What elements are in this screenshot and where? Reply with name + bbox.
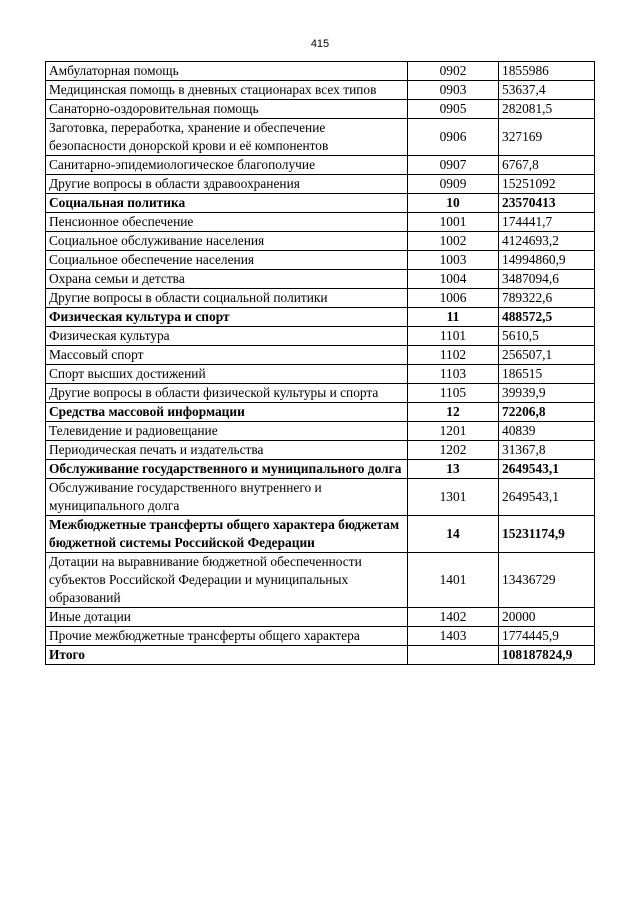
row-name: Межбюджетные трансферты общего характера бюджетам бюджетной системы Российской Федерации: [46, 516, 408, 553]
table-row: [46, 479, 595, 516]
table-row: [46, 81, 595, 100]
table-row: [46, 119, 595, 156]
row-code: 1102: [408, 346, 499, 365]
row-code: [408, 646, 499, 665]
table-row: [46, 365, 595, 384]
row-name: Санитарно-эпидемиологическое благополучие: [46, 156, 408, 175]
table-row: [46, 384, 595, 403]
row-code: 1402: [408, 608, 499, 627]
row-name: Медицинская помощь в дневных стационарах всех типов: [46, 81, 408, 100]
row-code: 0905: [408, 100, 499, 119]
row-code: 1006: [408, 289, 499, 308]
row-amount: 186515: [499, 365, 595, 384]
row-code: 13: [408, 460, 499, 479]
row-code: 11: [408, 308, 499, 327]
row-amount: 14994860,9: [499, 251, 595, 270]
row-name: Обслуживание государственного внутреннего и муниципального долга: [46, 479, 408, 516]
row-amount: 40839: [499, 422, 595, 441]
row-amount: 488572,5: [499, 308, 595, 327]
row-code: 1201: [408, 422, 499, 441]
row-name: Средства массовой информации: [46, 403, 408, 422]
table-row: [46, 62, 595, 81]
row-amount: 6767,8: [499, 156, 595, 175]
table-row: [46, 270, 595, 289]
row-code: 1105: [408, 384, 499, 403]
row-code: 1002: [408, 232, 499, 251]
row-amount: 4124693,2: [499, 232, 595, 251]
budget-table-body: [46, 62, 595, 665]
table-row: [46, 627, 595, 646]
table-row: [46, 441, 595, 460]
table-row: [46, 308, 595, 327]
table-row: [46, 422, 595, 441]
row-amount: 39939,9: [499, 384, 595, 403]
row-code: 14: [408, 516, 499, 553]
row-amount: 31367,8: [499, 441, 595, 460]
row-amount: 20000: [499, 608, 595, 627]
row-code: 0902: [408, 62, 499, 81]
row-amount: 53637,4: [499, 81, 595, 100]
row-name: Иные дотации: [46, 608, 408, 627]
table-row: [46, 346, 595, 365]
table-row: [46, 251, 595, 270]
row-code: 1403: [408, 627, 499, 646]
row-name: Итого: [46, 646, 408, 665]
row-amount: 23570413: [499, 194, 595, 213]
row-code: 1301: [408, 479, 499, 516]
row-name: Массовый спорт: [46, 346, 408, 365]
row-name: Другие вопросы в области здравоохранения: [46, 175, 408, 194]
row-code: 0909: [408, 175, 499, 194]
table-row: [46, 516, 595, 553]
row-name: Прочие межбюджетные трансферты общего характера: [46, 627, 408, 646]
table-row: [46, 194, 595, 213]
row-name: Дотации на выравнивание бюджетной обеспеченности субъектов Российской Федерации и муниципальных образований: [46, 553, 408, 608]
row-name: Охрана семьи и детства: [46, 270, 408, 289]
row-name: Социальное обеспечение населения: [46, 251, 408, 270]
row-name: Физическая культура: [46, 327, 408, 346]
row-name: Обслуживание государственного и муниципального долга: [46, 460, 408, 479]
row-code: 1004: [408, 270, 499, 289]
row-code: 0903: [408, 81, 499, 100]
row-code: 1003: [408, 251, 499, 270]
table-row: [46, 553, 595, 608]
row-amount: 1774445,9: [499, 627, 595, 646]
row-name: Другие вопросы в области социальной политики: [46, 289, 408, 308]
row-code: 1101: [408, 327, 499, 346]
page-number: 415: [310, 38, 330, 50]
row-amount: 174441,7: [499, 213, 595, 232]
row-amount: 15251092: [499, 175, 595, 194]
row-code: 1103: [408, 365, 499, 384]
row-name: Амбулаторная помощь: [46, 62, 408, 81]
table-row: [46, 608, 595, 627]
row-amount: 15231174,9: [499, 516, 595, 553]
budget-table: [45, 61, 595, 665]
row-name: Санаторно-оздоровительная помощь: [46, 100, 408, 119]
table-row: [46, 646, 595, 665]
table-row: [46, 460, 595, 479]
table-row: [46, 232, 595, 251]
row-amount: 2649543,1: [499, 460, 595, 479]
row-name: Пенсионное обеспечение: [46, 213, 408, 232]
table-row: [46, 156, 595, 175]
row-amount: 789322,6: [499, 289, 595, 308]
row-code: 0906: [408, 119, 499, 156]
row-amount: 256507,1: [499, 346, 595, 365]
row-name: Телевидение и радиовещание: [46, 422, 408, 441]
row-name: Спорт высших достижений: [46, 365, 408, 384]
row-name: Другие вопросы в области физической культуры и спорта: [46, 384, 408, 403]
row-name: Социальное обслуживание населения: [46, 232, 408, 251]
row-amount: 282081,5: [499, 100, 595, 119]
row-name: Заготовка, переработка, хранение и обеспечение безопасности донорской крови и её компонентов: [46, 119, 408, 156]
row-amount: 1855986: [499, 62, 595, 81]
row-amount: 327169: [499, 119, 595, 156]
row-amount: 13436729: [499, 553, 595, 608]
row-name: Социальная политика: [46, 194, 408, 213]
row-name: Периодическая печать и издательства: [46, 441, 408, 460]
row-amount: 2649543,1: [499, 479, 595, 516]
table-row: [46, 100, 595, 119]
table-row: [46, 175, 595, 194]
table-row: [46, 213, 595, 232]
row-amount: 72206,8: [499, 403, 595, 422]
row-code: 1202: [408, 441, 499, 460]
row-amount: 5610,5: [499, 327, 595, 346]
row-name: Физическая культура и спорт: [46, 308, 408, 327]
table-row: [46, 289, 595, 308]
row-code: 1001: [408, 213, 499, 232]
row-code: 10: [408, 194, 499, 213]
table-row: [46, 403, 595, 422]
row-amount: 108187824,9: [499, 646, 595, 665]
row-code: 12: [408, 403, 499, 422]
row-code: 0907: [408, 156, 499, 175]
row-code: 1401: [408, 553, 499, 608]
row-amount: 3487094,6: [499, 270, 595, 289]
table-row: [46, 327, 595, 346]
